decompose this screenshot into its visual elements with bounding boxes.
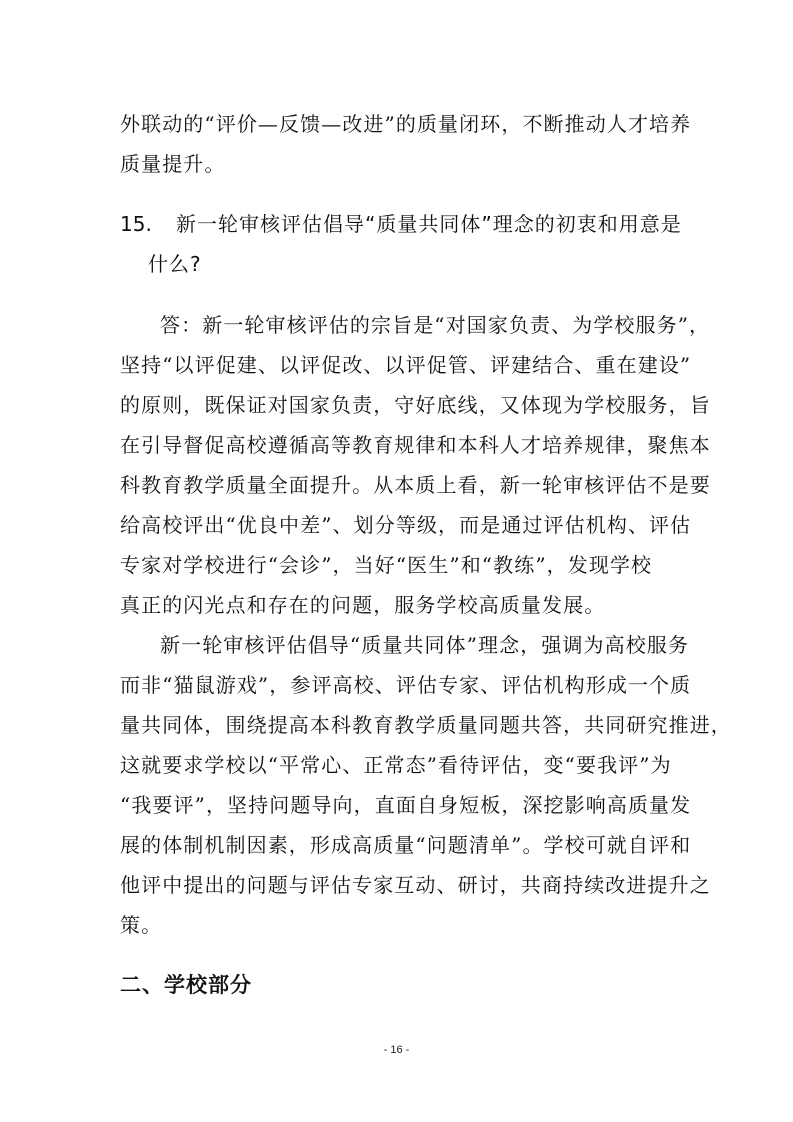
answer-p2-line-4: 这就要求学校以“平常心、正常态”看待评估，变“要我评”为 [120,753,672,777]
intro-line-2: 质量提升。 [120,152,226,176]
answer-p1-line-1: 答：新一轮审核评估的宗旨是“对国家负责、为学校服务”， [160,313,711,337]
section-title: 二、学校部分 [120,973,252,997]
answer-p1-line-3: 的原则，既保证对国家负责，守好底线，又体现为学校服务，旨 [120,393,711,417]
answer-p1-line-5: 科教育教学质量全面提升。从本质上看，新一轮审核评估不是要 [120,473,711,497]
answer-p2-line-8: 策。 [120,913,163,937]
intro-line-1: 外联动的“评价—反馈—改进”的质量闭环，不断推动人才培养 [120,112,692,136]
answer-p1-line-4: 在引导督促高校遵循高等教育规律和本科人才培养规律，聚焦本 [120,433,711,457]
answer-p2-line-3: 量共同体，围绕提高本科教育教学质量同题共答，共同研究推进， [120,713,732,737]
answer-p2-line-2: 而非“猫鼠游戏”，参评高校、评估专家、评估机构形成一个质 [120,673,692,697]
answer-p2-line-7: 他评中提出的问题与评估专家互动、研讨，共商持续改进提升之 [120,873,711,897]
question-text-line-2: 什么? [148,252,202,276]
question-number: 15. [120,212,152,236]
answer-p2-line-5: “我要评”，坚持问题导向，直面自身短板，深挖影响高质量发 [120,793,692,817]
question-text-line-1: 新一轮审核评估倡导“质量共同体”理念的初衷和用意是 [176,212,682,236]
answer-p2-line-6: 展的体制机制因素，形成高质量“问题清单”。学校可就自评和 [120,833,692,857]
answer-p1-line-6: 给高校评出“优良中差”、划分等级，而是通过评估机构、评估 [120,513,692,537]
page-number: - 16 - [383,1044,410,1056]
answer-p2-line-1: 新一轮审核评估倡导“质量共同体”理念，强调为高校服务 [160,633,690,657]
answer-p1-line-8: 真正的闪光点和存在的问题，服务学校高质量发展。 [120,593,606,617]
answer-p1-line-2: 坚持“以评促建、以评促改、以评促管、评建结合、重在建设” [120,353,692,377]
answer-p1-line-7: 专家对学校进行“会诊”，当好“医生”和“教练”，发现学校 [120,553,653,577]
